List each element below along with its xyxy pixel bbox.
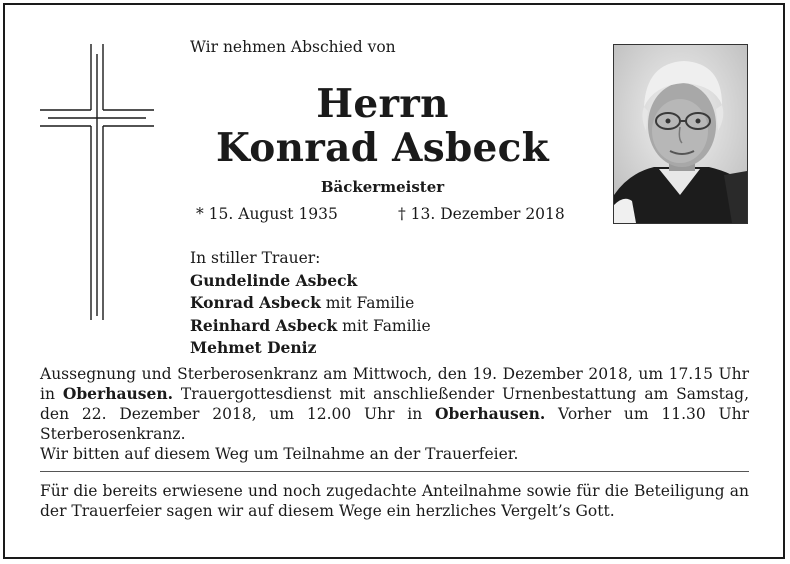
mourning-title: In stiller Trauer: [190, 249, 321, 267]
portrait-illustration [614, 45, 747, 223]
mourner-entry [190, 315, 431, 338]
mourner-entry [190, 270, 431, 293]
service-text-2: Trauergottesdienst mit anschließender Urnenbestattung am Samstag, den 22. Dezember 2018, um 12.00 Uhr in [40, 385, 749, 423]
service-place-1: Oberhausen. [62, 384, 174, 403]
cross-icon [40, 44, 155, 320]
service-details [40, 364, 749, 464]
participation-request: Wir bitten auf diesem Weg um Teilnahme an der Trauerfeier. [40, 445, 519, 463]
death-date: † 13. Dezember 2018 [398, 205, 565, 223]
service-text-3: Vorher um 11.30 Uhr Sterberosenkranz. [40, 405, 750, 443]
mourner-name: Reinhard Asbeck [190, 315, 338, 335]
mourner-name: Mehmet Deniz [190, 338, 317, 357]
mourner-suffix: mit Familie [320, 294, 415, 312]
intro-text: Wir nehmen Abschied von [190, 38, 396, 56]
mourner-name: Konrad Asbeck [190, 293, 321, 312]
portrait-photo [613, 44, 748, 224]
service-paragraph [40, 364, 749, 444]
profession: Bäckermeister [320, 178, 445, 196]
salutation: Herrn [316, 81, 449, 127]
deceased-name-block [190, 82, 575, 170]
birth-date: * 15. August 1935 [196, 205, 338, 223]
mourner-suffix: mit Familie [337, 316, 431, 335]
divider [40, 471, 749, 472]
mourner-entry [190, 292, 431, 315]
mourner-name: Gundelinde Asbeck [190, 270, 358, 290]
service-text-1: Aussegnung und Sterberosenkranz am Mittwoch, den 19. Dezember 2018, um 17.15 Uhr in [40, 365, 749, 403]
deceased-name: Konrad Asbeck [215, 125, 550, 171]
mourner-entry [190, 337, 431, 360]
thanks-text: Für die bereits erwiesene und noch zugedachte Anteilnahme sowie für die Beteiligung an der Trauerfeier sagen wir auf diesem Wege ein herzliches Vergelt’s Gott. [40, 482, 749, 520]
service-place-2: Oberhausen. [435, 404, 546, 423]
mourners-list [190, 248, 431, 360]
